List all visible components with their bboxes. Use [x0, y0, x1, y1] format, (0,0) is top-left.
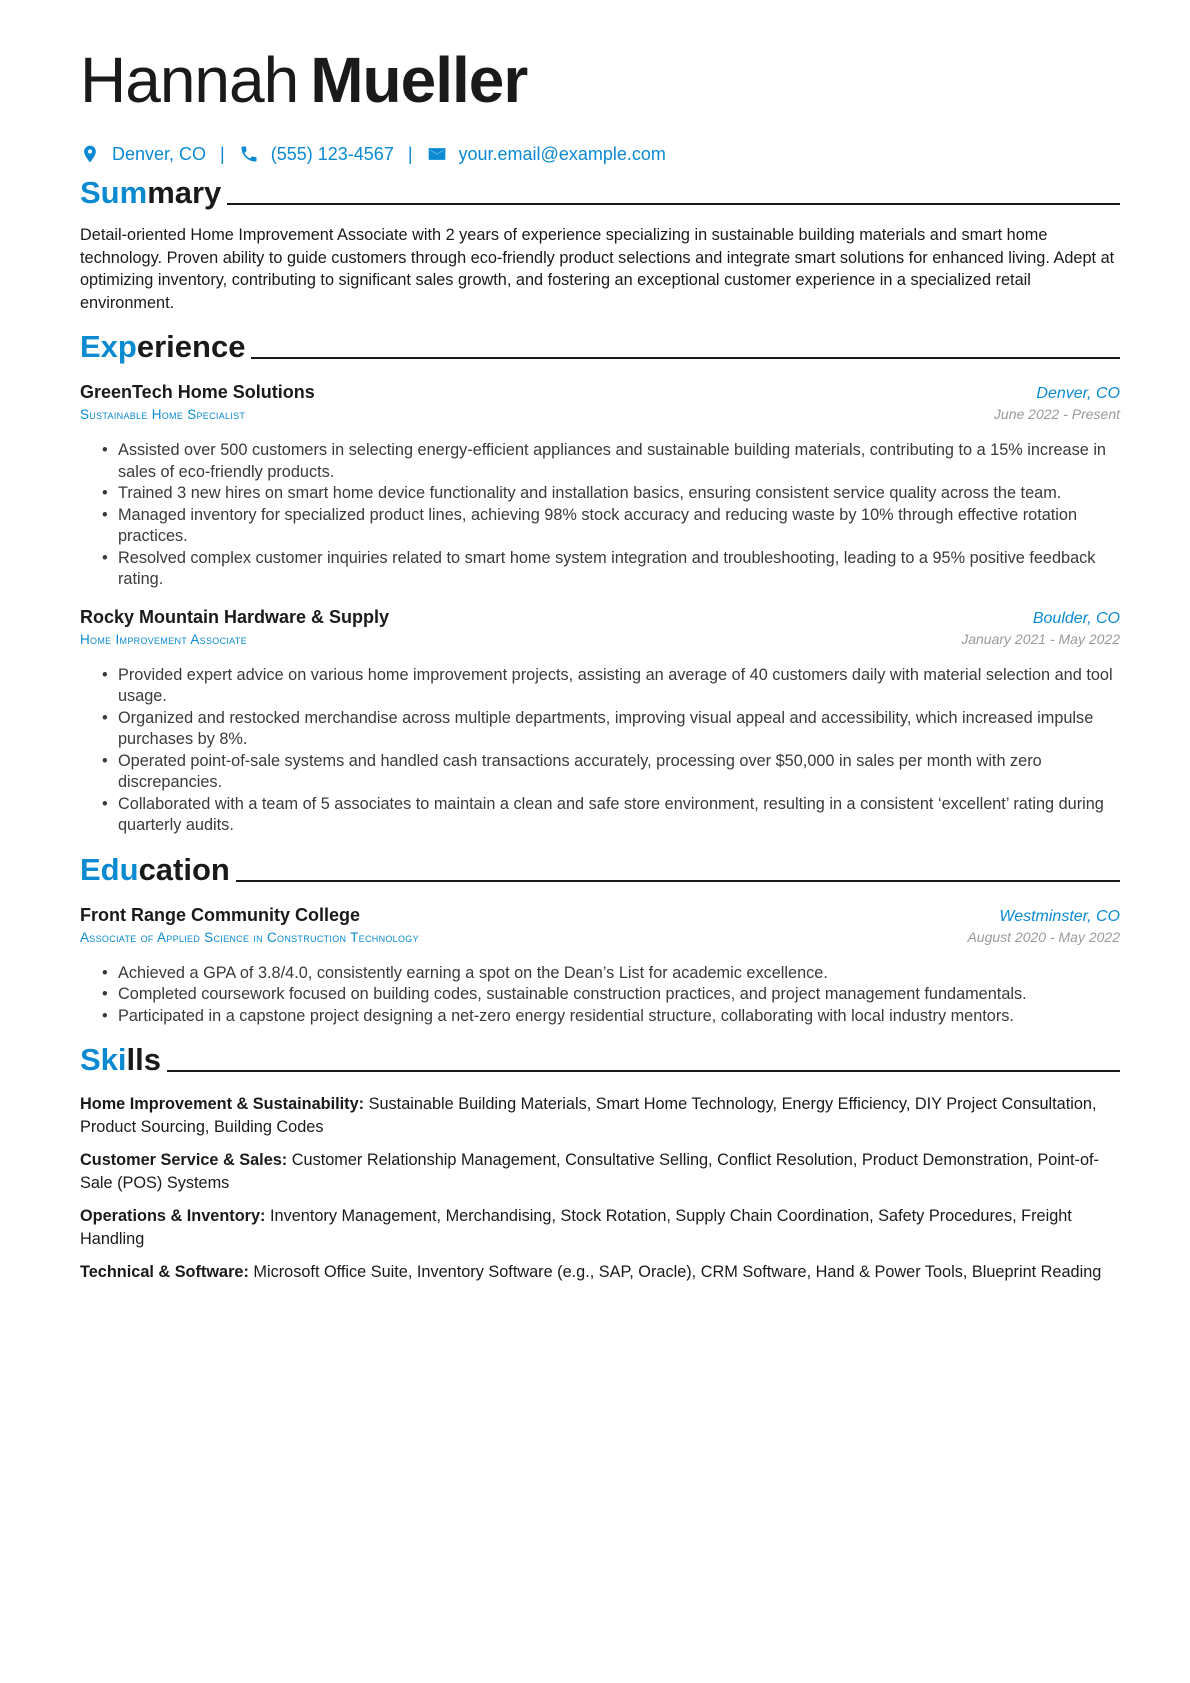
- job-location: Denver, CO: [1036, 385, 1120, 402]
- skill-items: Sustainable Building Materials, Smart Home Technology, Energy Efficiency, DIY Project Consultation, Product Sourcing, Building Codes: [80, 1095, 1097, 1136]
- section-rule: [167, 1070, 1120, 1072]
- contact-line: [80, 140, 1120, 168]
- phone-text: (555) 123-4567: [270, 143, 394, 164]
- last-name: Mueller: [310, 44, 528, 116]
- section-heading-skills: Skills: [80, 1041, 1120, 1079]
- skill-items: Microsoft Office Suite, Inventory Software (e.g., SAP, Oracle), CRM Software, Hand & Power Tools, Blueprint Reading: [253, 1263, 1102, 1281]
- skill-group: [80, 1093, 1120, 1138]
- phone-icon: [239, 144, 259, 164]
- job-entry: [80, 605, 1120, 837]
- contact-separator: |: [220, 143, 225, 164]
- education-bullets: [80, 963, 1120, 1028]
- contact-separator: |: [407, 143, 413, 164]
- section-heading-education: Education: [80, 851, 1120, 889]
- bullet-item: • Resolved complex customer inquiries related to smart home system integration and troubleshooting, leading to a 95% positive feedback rating.: [118, 548, 1120, 591]
- summary-text: Detail-oriented Home Improvement Associate with 2 years of experience specializing in sustainable building materials and smart home technology. Proven ability to guide customers through eco-friendly product selections and integrate smart solutions for enhanced living. Adept at optimizing inventory, contributing to significant sales growth, and fostering an exceptional customer experience in a specialized retail environment.: [80, 226, 1115, 312]
- company-name: Rocky Mountain Hardware & Supply: [80, 606, 390, 627]
- resume-page: [80, 40, 1120, 1295]
- skill-category: Technical & Software:: [80, 1263, 249, 1281]
- degree-title: Associate of Applied Science in Construction Technology: [80, 929, 419, 945]
- skill-group: [80, 1205, 1120, 1250]
- section-rule: [236, 880, 1120, 882]
- contact-phone[interactable]: [239, 144, 394, 165]
- company-name: GreenTech Home Solutions: [80, 382, 315, 402]
- education-entry: [80, 903, 1120, 1028]
- bullet-item: • Assisted over 500 customers in selecting energy-efficient appliances and sustainable building materials, contributing to a 15% increase in sales of eco-friendly products.: [118, 440, 1120, 483]
- location-text: Denver, CO: [112, 143, 207, 164]
- skill-items: Inventory Management, Merchandising, Stock Rotation, Supply Chain Coordination, Safety Procedures, Freight Handling: [80, 1207, 1072, 1248]
- bullet-item: • Collaborated with a team of 5 associates to maintain a clean and safe store environment, resulting in a consistent ‘excellent’ rating during quarterly audits.: [118, 794, 1120, 837]
- bullet-item: • Participated in a capstone project designing a net-zero energy residential structure, collaborating with local industry mentors.: [118, 1006, 1120, 1028]
- skill-category: Home Improvement & Sustainability:: [80, 1095, 365, 1113]
- skill-category: Operations & Inventory:: [80, 1207, 266, 1225]
- skill-group: [80, 1149, 1120, 1194]
- contact-location: [80, 144, 206, 165]
- education-dates: August 2020 - May 2022: [967, 928, 1120, 945]
- bullet-item: • Achieved a GPA of 3.8/4.0, consistently earning a spot on the Dean’s List for academic excellence.: [118, 963, 1120, 985]
- job-bullets: [80, 665, 1120, 837]
- skill-category: Customer Service & Sales:: [80, 1151, 288, 1169]
- bullet-item: • Organized and restocked merchandise across multiple departments, improving visual appeal and accessibility, which increased impulse purchases by 8%.: [118, 708, 1120, 751]
- job-dates: June 2022 - Present: [993, 406, 1120, 422]
- section-rule: [251, 357, 1120, 359]
- skill-items: Customer Relationship Management, Consultative Selling, Conflict Resolution, Product Demonstration, Point-of-Sale (POS) Systems: [80, 1151, 1099, 1192]
- map-marker-icon: [80, 144, 100, 164]
- job-dates: January 2021 - May 2022: [961, 630, 1120, 647]
- job-title: Sustainable Home Specialist: [80, 407, 246, 422]
- bullet-item: • Managed inventory for specialized product lines, achieving 98% stock accuracy and reducing waste by 10% through effective rotation practices.: [118, 505, 1120, 548]
- school-location: Westminster, CO: [999, 907, 1120, 925]
- bullet-item: • Operated point-of-sale systems and handled cash transactions accurately, processing over $50,000 in sales per month with zero discrepancies.: [118, 751, 1120, 794]
- email-link[interactable]: your.email@example.com: [458, 143, 666, 164]
- job-bullets: [80, 440, 1120, 591]
- skills-list: [80, 1093, 1120, 1284]
- candidate-name: [80, 40, 1120, 120]
- contact-email[interactable]: [427, 144, 666, 165]
- job-location: Boulder, CO: [1032, 609, 1120, 627]
- bullet-item: • Provided expert advice on various home improvement projects, assisting an average of 40 customers daily with material selection and tool usage.: [118, 665, 1120, 708]
- section-heading-summary: Summary: [80, 174, 1120, 212]
- section-heading-experience: Experience: [80, 328, 1120, 366]
- bullet-item: • Trained 3 new hires on smart home device functionality and installation basics, ensuring consistent service quality across the team.: [118, 483, 1120, 505]
- job-entry: [80, 380, 1120, 591]
- section-rule: [227, 203, 1120, 205]
- envelope-icon: [427, 144, 447, 164]
- bullet-item: • Completed coursework focused on building codes, sustainable construction practices, and project management fundamentals.: [118, 984, 1120, 1006]
- first-name: Hannah: [80, 44, 299, 116]
- skill-group: [80, 1261, 1120, 1284]
- school-name: Front Range Community College: [80, 904, 361, 925]
- job-title: Home Improvement Associate: [80, 631, 247, 647]
